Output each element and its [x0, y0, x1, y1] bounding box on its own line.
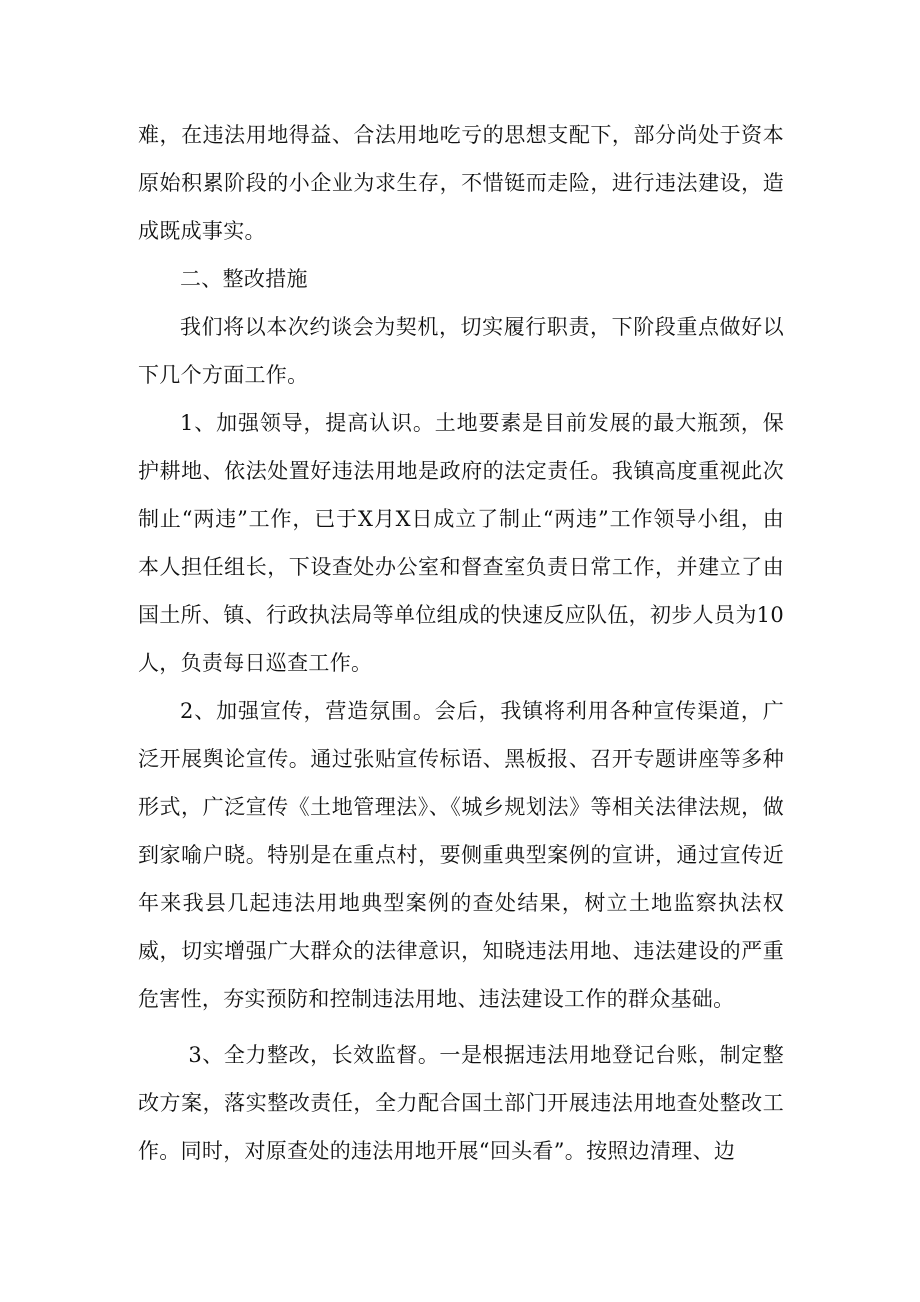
paragraph-item-2: 2、加强宣传，营造氛围。会后，我镇将利用各种宣传渠道，广泛开展舆论宣传。通过张贴宣传标语、黑板报、召开专题讲座等多种形式，广泛宣传《土地管理法》、《城乡规划法》等相关法律法规，做到家喻户晓。特别是在重点村，要侧重典型案例的宣讲，通过宣传近年来我县几起违法用地典型案例的查处结果，树立土地监察执法权威，切实增强广大群众的法律意识，知晓违法用地、违法建设的严重危害性，夯实预防和控制违法用地、违法建设工作的群众基础。	[138, 699, 784, 1011]
paragraph-intro: 我们将以本次约谈会为契机，切实履行职责，下阶段重点做好以下几个方面工作。	[138, 315, 784, 387]
paragraph-item-3: 3、全力整改，长效监督。一是根据违法用地登记台账，制定整改方案，落实整改责任，全力配合国土部门开展违法用地查处整改工作。同时，对原查处的违法用地开展“回头看”。按照边清理、边	[138, 1043, 784, 1163]
paragraph-continuation: 难，在违法用地得益、合法用地吃亏的思想支配下，部分尚处于资本原始积累阶段的小企业为求生存，不惜铤而走险，进行违法建设，造成既成事实。	[138, 123, 784, 243]
paragraph-item-1: 1、加强领导，提高认识。土地要素是目前发展的最大瓶颈，保护耕地、依法处置好违法用地是政府的法定责任。我镇高度重视此次制止“两违”工作，已于X月X日成立了制止“两违”工作领导小组，由本人担任组长，下设查处办公室和督查室负责日常工作，并建立了由国土所、镇、行政执法局等单位组成的快速反应队伍，初步人员为10人，负责每日巡查工作。	[138, 411, 784, 675]
document-body	[138, 111, 784, 1175]
section-heading: 二、整改措施	[180, 267, 308, 291]
